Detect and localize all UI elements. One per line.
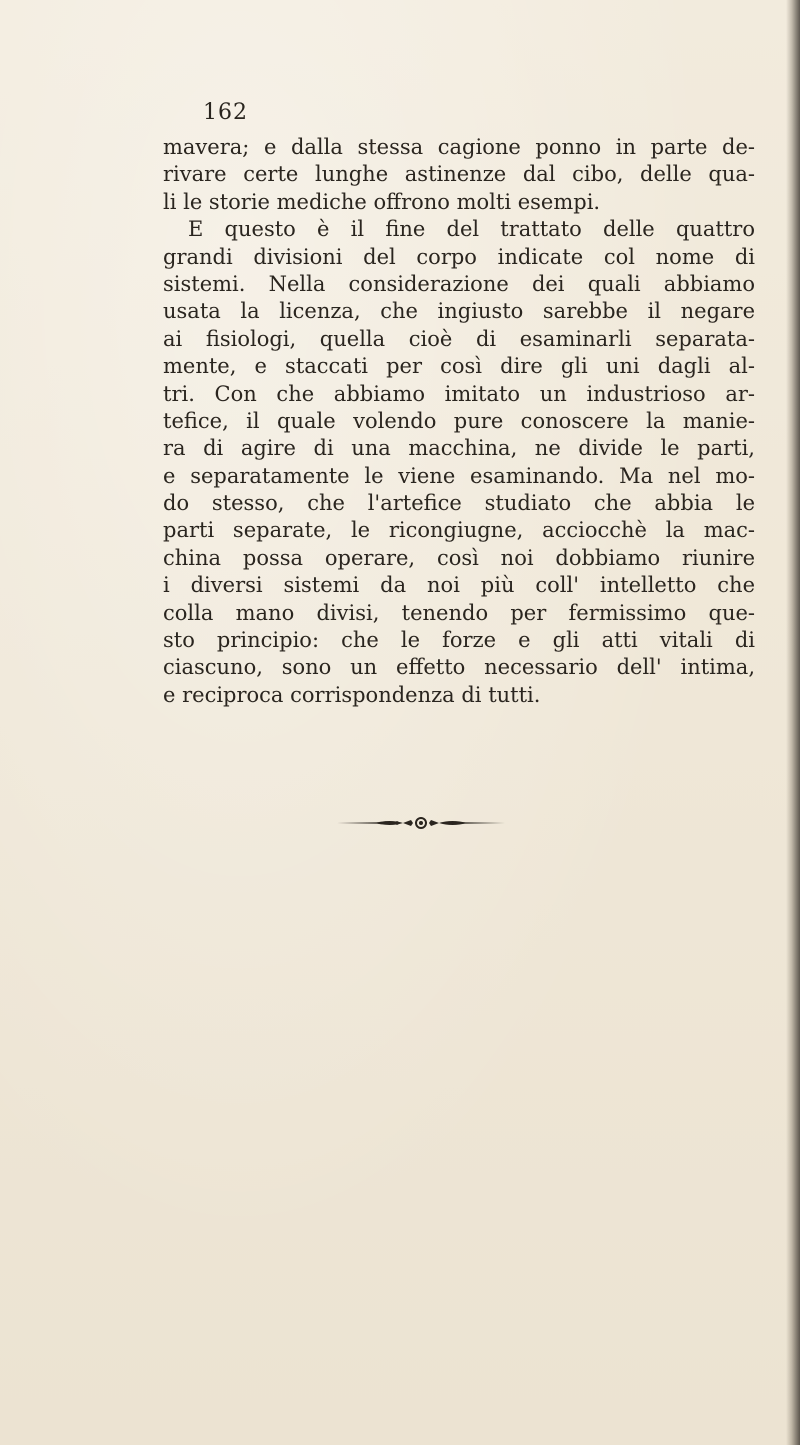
text-line: li le storie mediche offrono molti esempi.: [163, 189, 601, 214]
text-line: usata la licenza, che ingiusto sarebbe il negare: [163, 299, 755, 324]
text-line: sistemi. Nella considerazione dei quali abbiamo: [163, 271, 755, 296]
text-line: tri. Con che abbiamo imitato un industrioso ar-: [163, 381, 755, 406]
text-line: E questo è il fine del trattato delle quattro: [188, 217, 755, 242]
body-text: [163, 134, 755, 709]
text-line: china possa operare, così noi dobbiamo riunire: [163, 545, 755, 570]
text-line: ra di agire di una macchina, ne divide le parti,: [163, 436, 755, 461]
end-of-section-ornament-icon: [335, 816, 507, 830]
text-line: e reciproca corrispondenza di tutti.: [163, 682, 541, 707]
text-line: tefice, il quale volendo pure conoscere la manie-: [163, 408, 755, 433]
text-line: do stesso, che l'artefice studiato che abbia le: [163, 491, 755, 516]
text-line: mente, e staccati per così dire gli uni dagli al-: [163, 354, 755, 379]
text-line: colla mano divisi, tenendo per fermissimo que-: [163, 600, 755, 625]
page-edge-shadow: [786, 0, 800, 1445]
text-line: parti separate, le ricongiugne, acciocchè la mac-: [163, 518, 755, 543]
text-line: grandi divisioni del corpo indicate col nome di: [163, 244, 755, 269]
text-line: sto principio: che le forze e gli atti vitali di: [163, 628, 755, 653]
page-number: 162: [203, 100, 248, 125]
text-line: ciascuno, sono un effetto necessario dell' intima,: [163, 655, 755, 680]
text-line: i diversi sistemi da noi più coll' intelletto che: [163, 573, 755, 598]
text-line: e separatamente le viene esaminando. Ma nel mo-: [163, 463, 755, 488]
text-line: rivare certe lunghe astinenze dal cibo, delle qua-: [163, 162, 755, 187]
text-line: ai fisiologi, quella cioè di esaminarli separata-: [163, 326, 755, 351]
text-line: mavera; e dalla stessa cagione ponno in parte de-: [163, 135, 755, 159]
